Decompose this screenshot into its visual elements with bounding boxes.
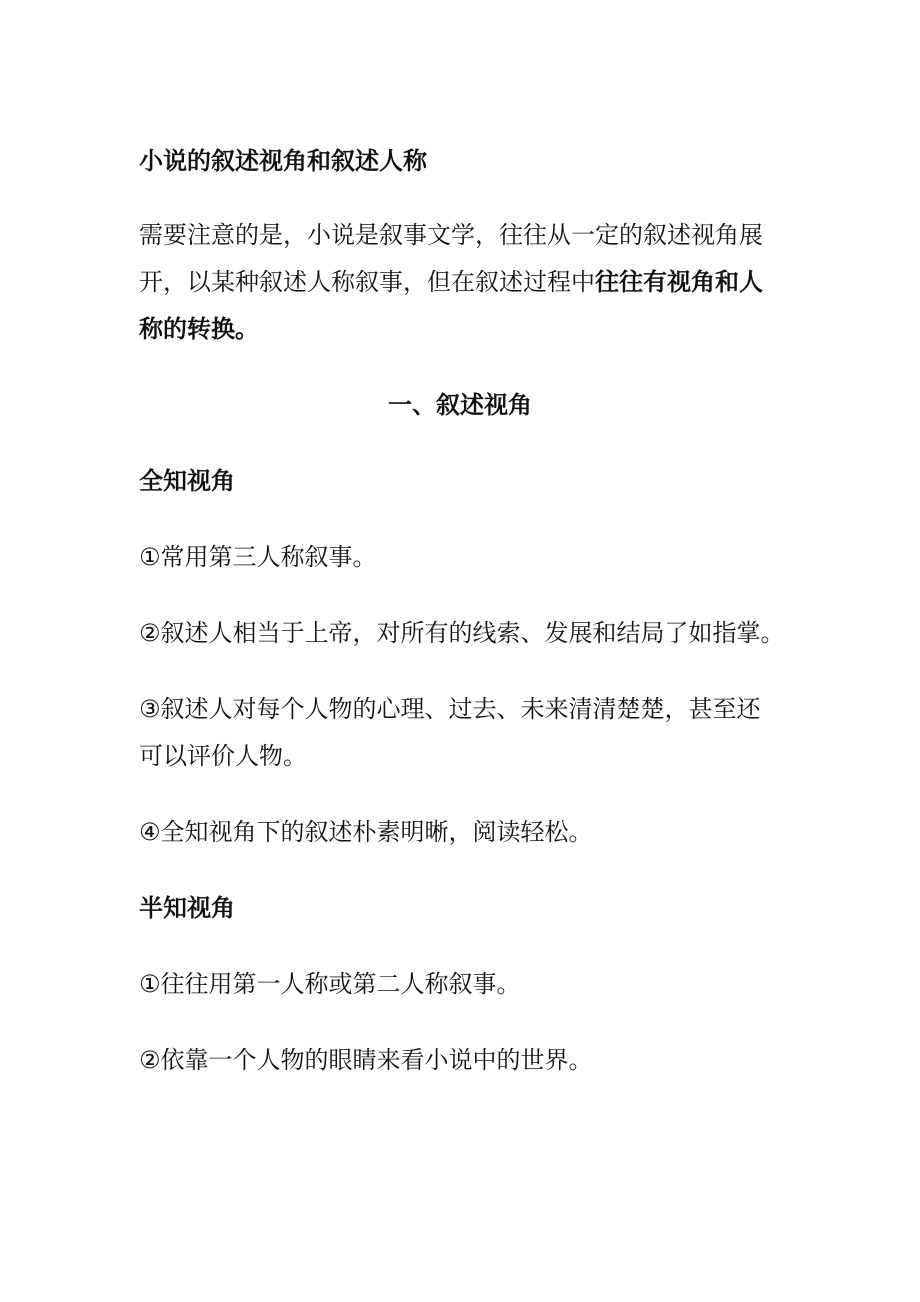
section-heading-narrative-perspective: 一、叙述视角: [388, 391, 532, 419]
omniscient-item-2: ②叙述人相当于上帝，对所有的线索、发展和结局了如指掌。: [139, 619, 785, 647]
limited-item-1: ①往往用第一人称或第二人称叙事。: [139, 970, 521, 998]
subheading-omniscient: 全知视角: [139, 467, 235, 495]
omniscient-item-4: ④全知视角下的叙述朴素明晰，阅读轻松。: [139, 818, 593, 846]
subheading-limited: 半知视角: [139, 894, 235, 922]
intro-normal-text: 需要注意的是，小说是叙事文学，往往从一定的叙述视角展开，以某种叙述人称叙事，但在叙述过程中: [139, 221, 763, 296]
limited-item-2: ②依靠一个人物的眼睛来看小说中的世界。: [139, 1046, 593, 1074]
document-title: 小说的叙述视角和叙述人称: [139, 147, 427, 175]
intro-bold-text: 往往有视角和人称的转换。: [139, 268, 763, 343]
omniscient-item-3: ③叙述人对每个人物的心理、过去、未来清清楚楚，甚至还可以评价人物。: [139, 695, 761, 770]
intro-paragraph: [139, 212, 784, 353]
omniscient-item-1: ①常用第三人称叙事。: [139, 543, 377, 571]
